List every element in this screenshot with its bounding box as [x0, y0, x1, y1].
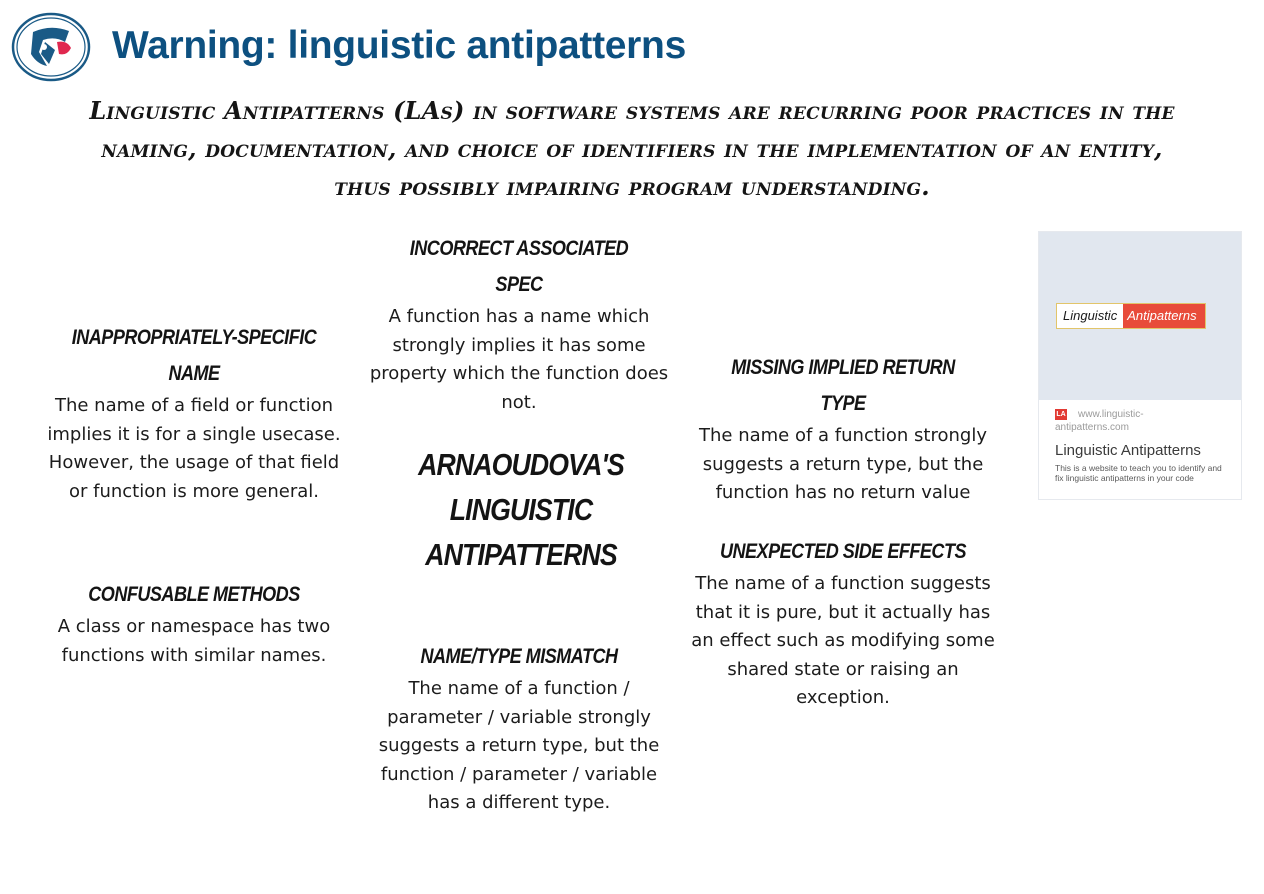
antipattern-card-incorrect-spec	[362, 231, 676, 417]
center-title: ARNAOUDOVA'S LINGUISTIC ANTIPATTERNS	[418, 447, 624, 572]
antipattern-card-unexpected-side-effects	[686, 534, 1000, 713]
la-favicon-icon: LA	[1056, 411, 1066, 418]
card-description: A function has a name which strongly implies it has some property which the function does not.	[369, 306, 669, 413]
card-description: The name of a function / parameter / variable strongly suggests a return type, but the function / parameter / variable has a different type.	[378, 678, 660, 813]
card-title: NAME/TYPE MISMATCH	[420, 645, 618, 668]
site-url[interactable]: www.linguistic-antipatterns.com	[1055, 409, 1144, 433]
antipattern-card-name-type-mismatch	[368, 639, 670, 818]
card-title: CONFUSABLE METHODS	[88, 583, 300, 606]
card-description: A class or namespace has two functions with similar names.	[57, 616, 331, 666]
antipattern-card-confusable-methods	[44, 577, 344, 670]
card-description: The name of a function strongly suggests a return type, but the function has no return value	[699, 425, 987, 503]
site-logo-badge	[1057, 304, 1205, 328]
card-title: MISSING IMPLIED RETURN TYPE	[731, 356, 955, 415]
org-logo-icon	[11, 12, 91, 82]
badge-left-text: Linguistic	[1057, 304, 1123, 328]
link-preview-description: This is a website to teach you to identify and fix linguistic antipatterns in your code	[1055, 463, 1222, 483]
card-title: UNEXPECTED SIDE EFFECTS	[719, 540, 967, 563]
card-title: INCORRECT ASSOCIATED SPEC	[409, 237, 629, 296]
card-description: The name of a function suggests that it is pure, but it actually has an effect such as modifying some shared state or raising an exception.	[691, 573, 995, 708]
intro-paragraph: Linguistic Antipatterns (LAs) in software systems are recurring poor practices in the naming, documentation, and choice of identifiers in the implementation of an entity, thus possibly impairing program understanding.	[89, 96, 1175, 201]
antipattern-card-missing-return-type	[688, 350, 998, 508]
card-description: The name of a field or function implies it is for a single usecase. However, the usage of that field or function is more general.	[47, 395, 341, 502]
link-preview-body	[1039, 400, 1241, 483]
badge-right-text: Antipatterns	[1123, 304, 1204, 328]
card-title: INAPPROPRIATELY-SPECIFIC NAME	[71, 326, 317, 385]
link-preview-image[interactable]	[1039, 232, 1241, 400]
antipattern-card-inappropriately-specific	[44, 320, 344, 506]
link-preview-title[interactable]: Linguistic Antipatterns	[1055, 442, 1201, 459]
site-row	[1055, 408, 1227, 434]
link-preview-card[interactable]	[1038, 231, 1242, 500]
page-title: Warning: linguistic antipatterns	[112, 24, 686, 67]
